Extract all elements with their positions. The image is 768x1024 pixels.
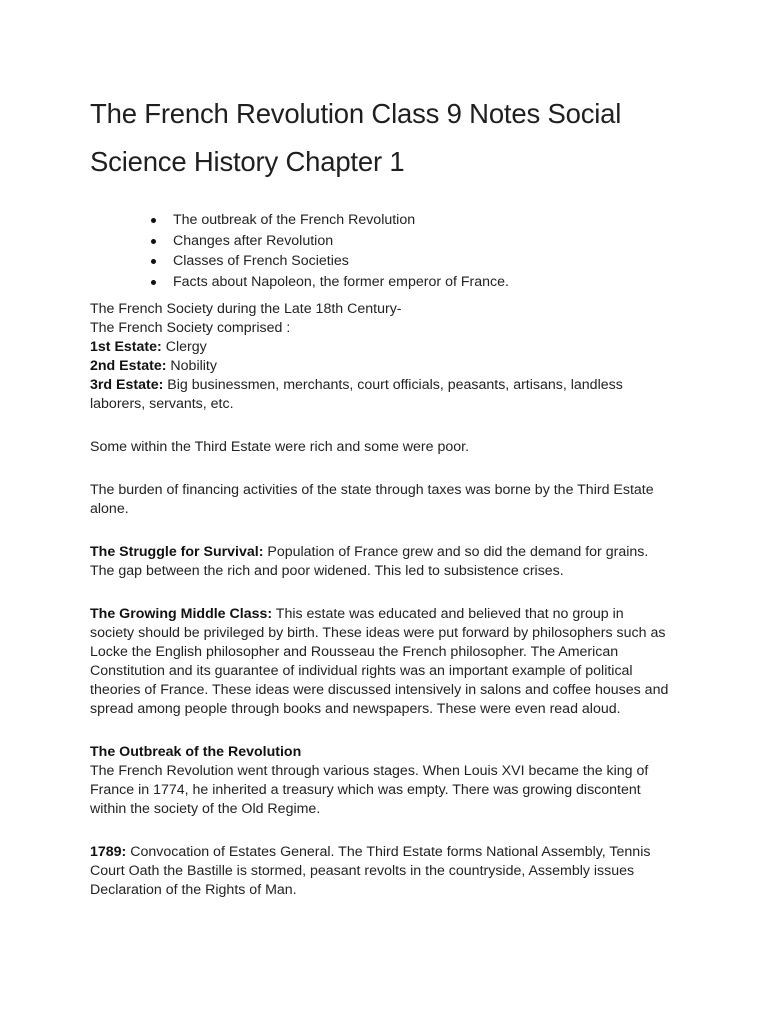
struggle-paragraph: The Struggle for Survival: Population of France grew and so did the demand for grains. The gap between the rich and poor widened. This led to subsistence crises. (90, 544, 649, 579)
bullet-icon (151, 259, 156, 264)
list-item: Facts about Napoleon, the former emperor of France. (90, 272, 670, 293)
estate-2: 2nd Estate: Nobility (90, 358, 217, 374)
middle-class-paragraph: The Growing Middle Class: This estate was educated and believed that no group in society should be privileged by birth. These ideas were put forward by philosophers such as Locke the English philosopher and Rousseau the French philosopher. The American Constitution and its guarantee of individual rights was an important example of political theories of France. These ideas were discussed intensively in salons and coffee houses and spread among people through books and newspapers. These were even read aloud. (90, 606, 669, 717)
society-intro: The French Society during the Late 18th Century- (90, 301, 402, 317)
middle-class-label: The Growing Middle Class: (90, 606, 273, 622)
estate-1: 1st Estate: Clergy (90, 339, 207, 355)
struggle-label: The Struggle for Survival: (90, 544, 264, 560)
bullet-icon (151, 239, 156, 244)
list-item: Changes after Revolution (90, 231, 670, 252)
society-comprised: The French Society comprised : (90, 320, 291, 336)
burden-paragraph: The burden of financing activities of the state through taxes was borne by the Third Estate alone. (90, 482, 654, 517)
list-item: Classes of French Societies (90, 251, 670, 272)
estate-2-label: 2nd Estate: (90, 358, 167, 374)
year-1789-label: 1789: (90, 844, 127, 860)
year-1789-paragraph: 1789: Convocation of Estates General. The Third Estate forms National Assembly, Tennis Court Oath the Bastille is stormed, peasant revolts in the countryside, Assembly issues Declaration of the Rights of Man. (90, 844, 651, 898)
topic-list (90, 210, 670, 292)
bullet-icon (151, 280, 156, 285)
estate-3-label: 3rd Estate: (90, 377, 164, 393)
list-item: The outbreak of the French Revolution (90, 210, 670, 231)
estate-1-label: 1st Estate: (90, 339, 162, 355)
document-content (90, 90, 670, 900)
page-title: The French Revolution Class 9 Notes Social Science History Chapter 1 (90, 98, 622, 177)
outbreak-paragraph: The French Revolution went through various stages. When Louis XVI became the king of France in 1774, he inherited a treasury which was empty. There was growing discontent within the society of the Old Regime. (90, 763, 649, 817)
estate-3: 3rd Estate: Big businessmen, merchants, court officials, peasants, artisans, landless laborers, servants, etc. (90, 377, 623, 412)
rich-poor-paragraph: Some within the Third Estate were rich and some were poor. (90, 439, 470, 455)
outbreak-heading: The Outbreak of the Revolution (90, 744, 302, 760)
bullet-icon (151, 218, 156, 223)
